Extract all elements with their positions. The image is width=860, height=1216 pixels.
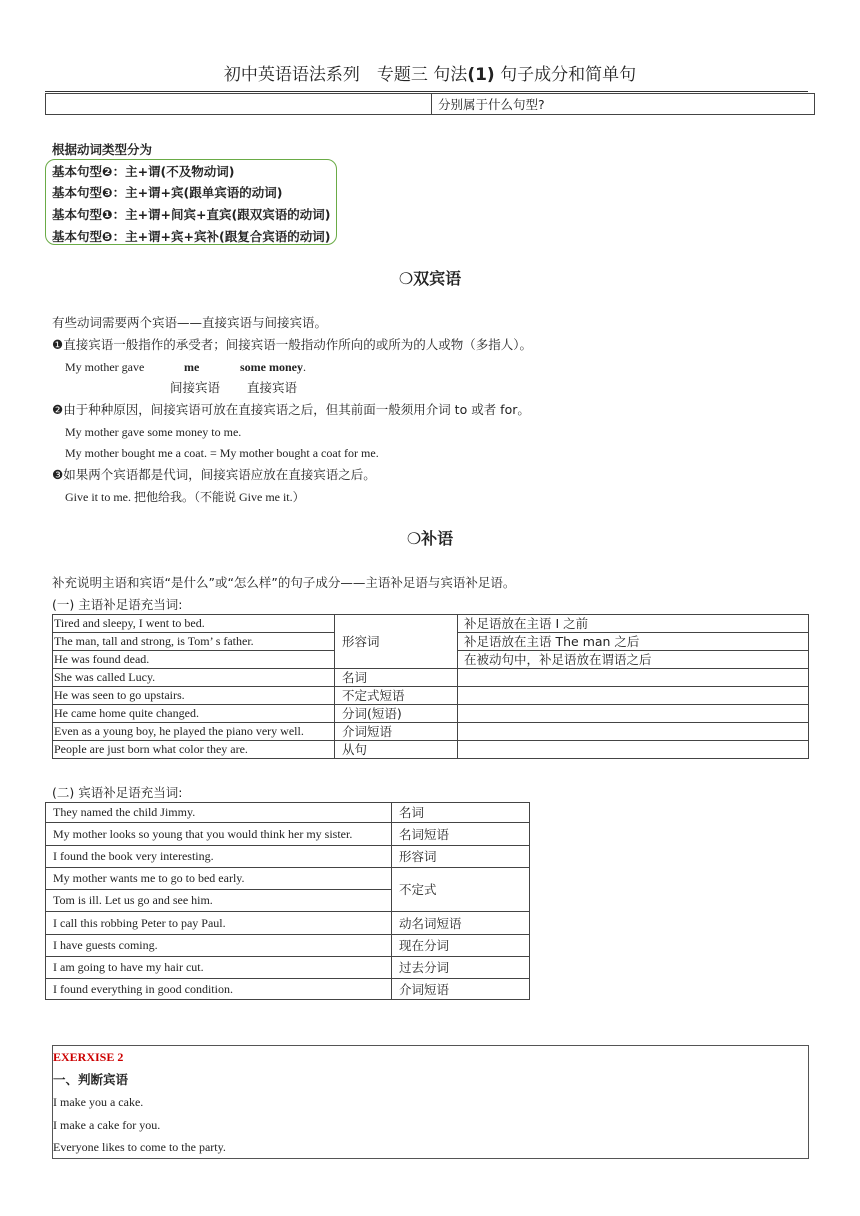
table-cell-sentence: He was found dead. (53, 651, 335, 669)
exercise-sentence: Everyone likes to come to the party. (53, 1140, 226, 1154)
example-1-indirect-object: me (184, 360, 200, 374)
table-cell-sentence: My mother wants me to go to bed early. (46, 868, 392, 890)
table-cell-type: 名词 (392, 803, 530, 823)
table-cell-note (458, 723, 809, 741)
double-object-point-1: ❶直接宾语一般指作的承受者；间接宾语一般指动作所向的或所为的人或物（多指人）。 (52, 337, 532, 352)
exercise-sentence: I make a cake for you. (53, 1118, 161, 1132)
table-cell-type: 动名词短语 (392, 912, 530, 935)
double-object-intro: 有些动词需要两个宾语——直接宾语与间接宾语。 (52, 315, 328, 330)
title-suffix: 句子成分和简单句 (494, 65, 637, 85)
verb-type-item: 基本句型❶：主+谓+间宾+直宾(跟双宾语的动词) (52, 207, 331, 222)
table-cell-note (458, 687, 809, 705)
table-cell-type: 从句 (335, 741, 458, 759)
example-1-end: . (303, 360, 306, 374)
verb-types-heading: 根据动词类型分为 (52, 142, 153, 157)
exercise-box (52, 1045, 809, 1159)
table-row (46, 979, 530, 1000)
table-cell-sentence: I found everything in good condition. (46, 979, 392, 1000)
table-cell-sentence: I am going to have my hair cut. (46, 957, 392, 979)
table-row (46, 823, 530, 846)
object-complement-table (45, 802, 530, 1000)
header-rule (45, 91, 808, 92)
table-row (53, 741, 809, 759)
table-cell-sentence: She was called Lucy. (53, 669, 335, 687)
table-row (53, 687, 809, 705)
subject-complement-heading: (一) 主语补足语充当词: (52, 597, 183, 612)
exercise-title: EXERXISE 2 (53, 1050, 124, 1064)
table-cell-sentence: I have guests coming. (46, 935, 392, 957)
complement-heading: ❍补语 (406, 529, 454, 548)
table-cell-note: 补足语放在主语 The man 之后 (458, 633, 809, 651)
table-row (53, 615, 809, 633)
table-cell-type: 介词短语 (392, 979, 530, 1000)
table-cell-type: 形容词 (392, 846, 530, 868)
table-cell-sentence: He was seen to go upstairs. (53, 687, 335, 705)
title-number: (1) (467, 65, 495, 85)
exercise-section: 一、判断宾语 (53, 1072, 129, 1087)
table-cell-note: 补足语放在主语 I 之前 (458, 615, 809, 633)
table-cell-sentence: My mother looks so young that you would think her my sister. (46, 823, 392, 846)
top-table-right-cell: 分别属于什么句型? (438, 97, 545, 112)
example-2b: My mother bought me a coat. = My mother bought a coat for me. (65, 446, 379, 460)
table-row (53, 705, 809, 723)
table-cell-sentence: Even as a young boy, he played the piano very well. (53, 723, 335, 741)
table-row (46, 935, 530, 957)
table-cell-note: 在被动句中，补足语放在谓语之后 (458, 651, 809, 669)
table-row (46, 803, 530, 823)
top-table-divider (431, 94, 432, 114)
table-row (46, 846, 530, 868)
exercise-sentence: I make you a cake. (53, 1095, 144, 1109)
table-cell-note (458, 741, 809, 759)
double-object-point-3: ❸如果两个宾语都是代词，间接宾语应放在直接宾语之后。 (52, 467, 376, 482)
table-cell-type: 形容词 (335, 615, 458, 669)
title-prefix: 初中英语语法系列 专题三 句法 (223, 65, 468, 85)
object-complement-heading: (二) 宾语补足语充当词: (52, 785, 183, 800)
table-cell-type: 名词 (335, 669, 458, 687)
example-1-direct-object-group (240, 359, 306, 375)
table-row (53, 669, 809, 687)
label-direct-object: 直接宾语 (247, 380, 298, 395)
table-cell-type: 不定式 (392, 868, 530, 912)
table-cell-type: 名词短语 (392, 823, 530, 846)
table-row (46, 912, 530, 935)
table-row (46, 957, 530, 979)
example-3: Give it to me. 把他给我。（不能说 Give me it.） (65, 490, 305, 504)
double-object-point-2: ❷由于种种原因，间接宾语可放在直接宾语之后，但其前面一般须用介词 to 或者 for。 (52, 402, 530, 417)
table-cell-note (458, 705, 809, 723)
verb-type-item: 基本句型❺：主+谓+宾+宾补(跟复合宾语的动词) (52, 229, 331, 244)
table-cell-sentence: The man, tall and strong, is Tom’ s father. (53, 633, 335, 651)
table-cell-sentence: Tom is ill. Let us go and see him. (46, 890, 392, 912)
table-cell-sentence: They named the child Jimmy. (46, 803, 392, 823)
table-cell-sentence: He came home quite changed. (53, 705, 335, 723)
table-cell-type: 现在分词 (392, 935, 530, 957)
label-indirect-object: 间接宾语 (170, 380, 221, 395)
top-table (45, 93, 815, 115)
verb-type-item: 基本句型❸：主+谓+宾(跟单宾语的动词) (52, 185, 283, 200)
table-cell-sentence: People are just born what color they are. (53, 741, 335, 759)
example-1-direct-object: some money (240, 360, 303, 374)
table-cell-sentence: Tired and sleepy, I went to bed. (53, 615, 335, 633)
table-cell-type: 介词短语 (335, 723, 458, 741)
table-cell-type: 不定式短语 (335, 687, 458, 705)
table-row (53, 723, 809, 741)
table-cell-sentence: I found the book very interesting. (46, 846, 392, 868)
table-cell-type: 过去分词 (392, 957, 530, 979)
page-title (0, 64, 860, 86)
verb-type-item: 基本句型❷：主+谓(不及物动词) (52, 164, 235, 179)
table-cell-sentence: I call this robbing Peter to pay Paul. (46, 912, 392, 935)
table-cell-type: 分词(短语) (335, 705, 458, 723)
example-2a: My mother gave some money to me. (65, 425, 242, 439)
double-object-heading: ❍双宾语 (398, 269, 462, 288)
complement-intro: 补充说明主语和宾语“是什么”或“怎么样”的句子成分——主语补足语与宾语补足语。 (52, 575, 516, 590)
example-1-lead: My mother gave (65, 360, 145, 374)
subject-complement-table (52, 614, 809, 759)
table-cell-note (458, 669, 809, 687)
table-row (46, 868, 530, 890)
